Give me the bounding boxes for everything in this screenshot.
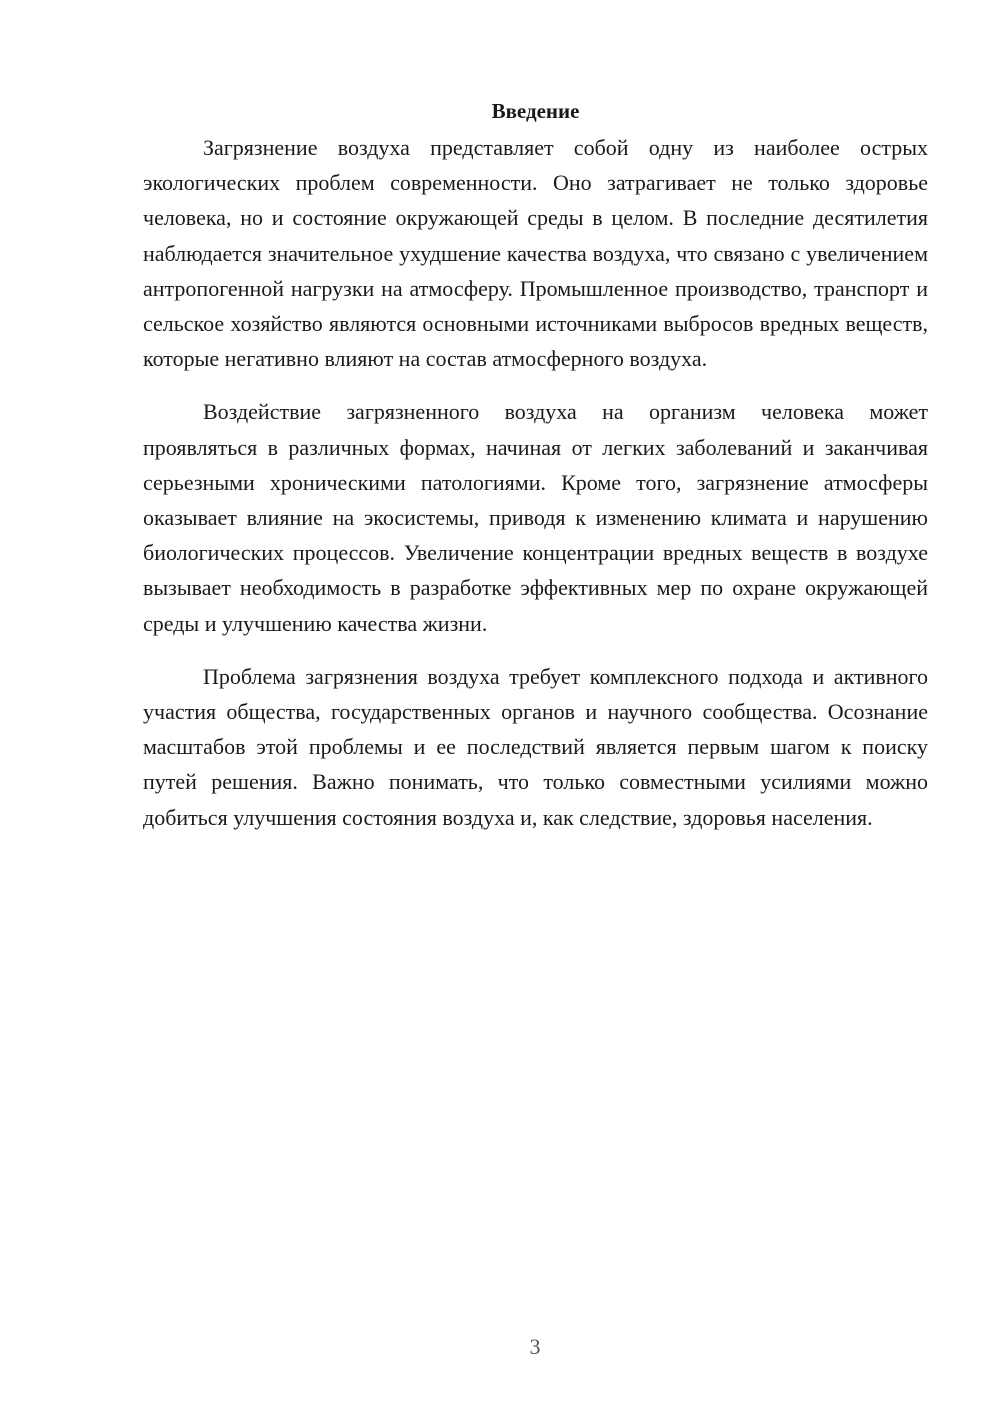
- section-heading: Введение: [491, 99, 580, 123]
- page-content: [143, 96, 928, 853]
- paragraph-2: Воздействие загрязненного воздуха на организм человека может проявляться в различных формах, начиная от легких заболеваний и заканчивая серьезными хроническими патологиями. Кроме того, загрязнение атмосферы оказывает влияние на экосистемы, приводя к изменению климата и нарушению биологических процессов. Увеличение концентрации вредных веществ в воздухе вызывает необходимость в разработке эффективных мер по охране окружающей среды и улучшению качества жизни.: [143, 399, 928, 636]
- page-number: 3: [529, 1334, 541, 1359]
- paragraph-1: Загрязнение воздуха представляет собой одну из наиболее острых экологических проблем современности. Оно затрагивает не только здоровье человека, но и состояние окружающей среды в целом. В последние десятилетия наблюдается значительное ухудшение качества воздуха, что связано с увеличением антропогенной нагрузки на атмосферу. Промышленное производство, транспорт и сельское хозяйство являются основными источниками выбросов вредных веществ, которые негативно влияют на состав атмосферного воздуха.: [143, 135, 928, 372]
- paragraph-3: Проблема загрязнения воздуха требует комплексного подхода и активного участия общества, государственных органов и научного сообщества. Осознание масштабов этой проблемы и ее последствий является первым шагом к поиску путей решения. Важно понимать, что только совместными усилиями можно добиться улучшения состояния воздуха и, как следствие, здоровья населения.: [143, 663, 928, 830]
